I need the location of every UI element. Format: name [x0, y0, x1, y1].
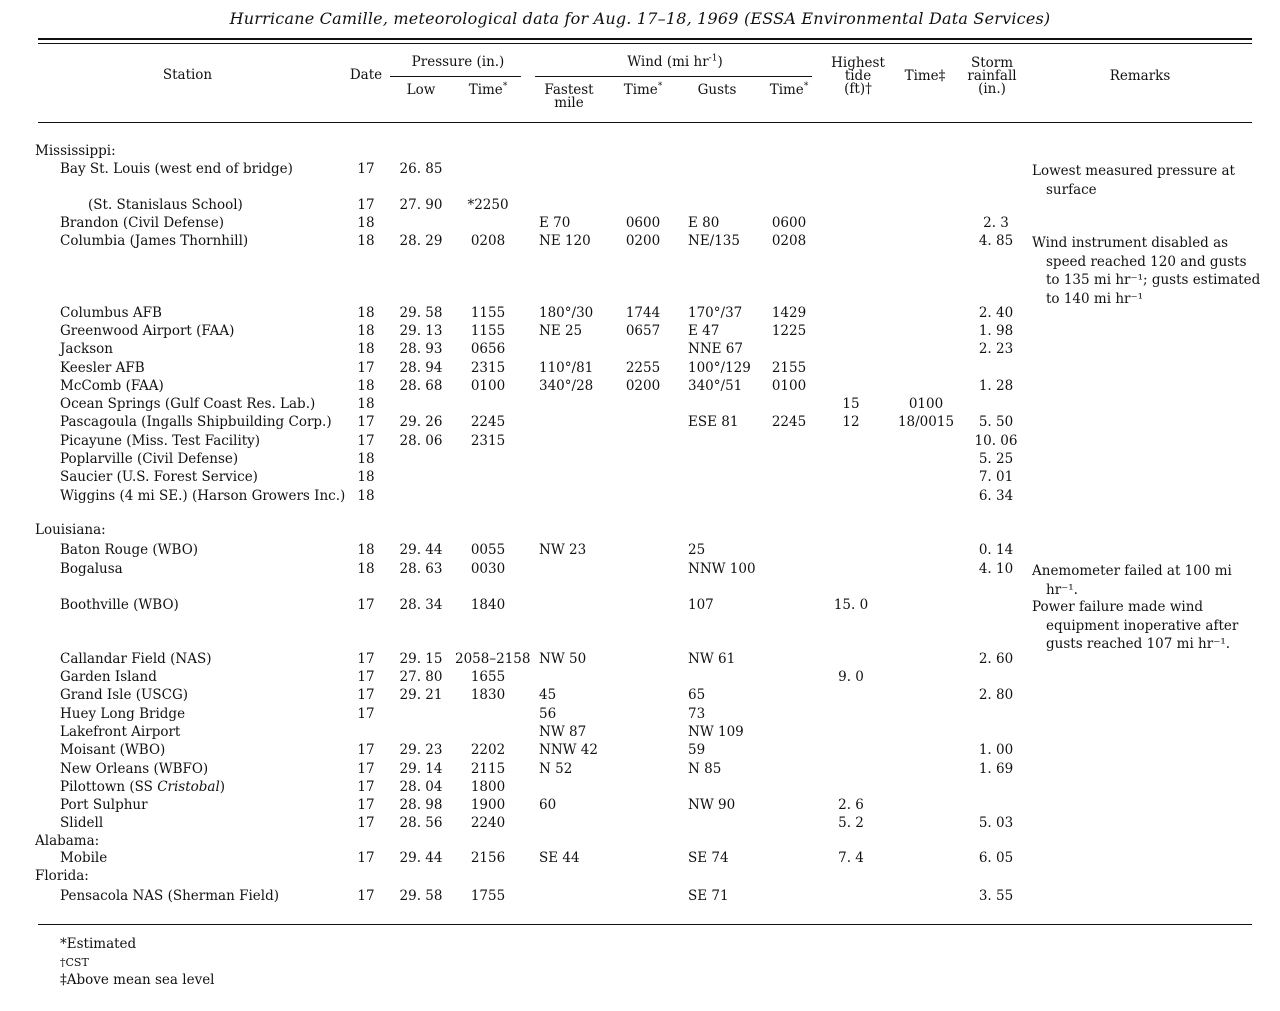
cell-low: 29. 21: [399, 687, 443, 703]
cell-low: 26. 85: [399, 161, 443, 177]
cell-fastest: NW 87: [539, 724, 587, 740]
cell-rain: 6. 05: [978, 850, 1014, 866]
cell-ptime: 1830: [470, 687, 506, 703]
cell-gusts: NE/135: [688, 233, 740, 249]
cell-rain: 2. 60: [978, 651, 1014, 667]
header-wind: Wind (mi $hr^{-1}$): [627, 53, 723, 70]
cell-gusts: SE 71: [688, 888, 729, 904]
cell-fastest: NE 25: [539, 323, 583, 339]
cell-ptime: 0030: [470, 561, 506, 577]
header-bottom-rule: [38, 122, 1252, 123]
cell-date: 18: [357, 561, 375, 577]
cell-remarks: Wind instrument disabled as speed reached 120 and gusts to 135 mi hr⁻¹; gusts estimated to 140 mi hr⁻¹: [1032, 235, 1261, 307]
cell-low: 28. 04: [399, 779, 443, 795]
cell-gusts: 170°/37: [688, 305, 743, 321]
cell-ptime: *2250: [467, 197, 509, 213]
station-name: Columbus AFB: [60, 305, 162, 321]
cell-tide: 12: [842, 414, 860, 430]
header-remarks: Remarks: [1109, 68, 1171, 84]
station-name: Columbia (James Thornhill): [60, 233, 249, 249]
cell-ptime: 1840: [470, 597, 506, 613]
station-name: Wiggins (4 mi SE.) (Harson Growers Inc.): [60, 488, 346, 504]
cell-date: 17: [357, 850, 375, 866]
cell-rain: 5. 50: [978, 414, 1014, 430]
cell-fastest: 110°/81: [539, 360, 594, 376]
cell-ptime: 2315: [470, 360, 506, 376]
wind-underline: [535, 76, 812, 77]
cell-low: 29. 58: [399, 305, 443, 321]
cell-gtime: 2245: [771, 414, 807, 430]
cell-ptime: 0656: [470, 341, 506, 357]
cell-rain: 1. 00: [978, 742, 1014, 758]
cell-date: 18: [357, 233, 375, 249]
cell-fastest: 45: [539, 687, 557, 703]
cell-date: 18: [357, 396, 375, 412]
cell-gusts: N 85: [688, 761, 722, 777]
bottom-rule: [38, 924, 1252, 925]
cell-low: 29. 58: [399, 888, 443, 904]
cell-gusts: 25: [688, 542, 706, 558]
cell-low: 29. 44: [399, 542, 443, 558]
cell-low: 28. 29: [399, 233, 443, 249]
cell-tide: 2. 6: [838, 797, 864, 813]
cell-fastest: 60: [539, 797, 557, 813]
cell-date: 18: [357, 341, 375, 357]
station-name: Grand Isle (USCG): [60, 687, 189, 703]
cell-gtime: 1225: [771, 323, 807, 339]
cell-date: 18: [357, 488, 375, 504]
cell-ptime: 2245: [470, 414, 506, 430]
cell-rain: 5. 03: [978, 815, 1014, 831]
station-name: Pascagoula (Ingalls Shipbuilding Corp.): [60, 414, 332, 430]
station-name: Jackson: [60, 341, 113, 357]
cell-rain: 1. 28: [978, 378, 1014, 394]
station-name: New Orleans (WBFO): [60, 761, 209, 777]
cell-remarks: Lowest measured pressure at surface: [1032, 163, 1235, 198]
cell-ftime: 0600: [625, 215, 661, 231]
cell-gtime: 2155: [771, 360, 807, 376]
cell-gusts: 340°/51: [688, 378, 743, 394]
station-name: (St. Stanislaus School): [88, 197, 243, 213]
cell-date: 18: [357, 305, 375, 321]
cell-date: 17: [357, 706, 375, 722]
cell-ptime: 2240: [470, 815, 506, 831]
cell-ptime: 2058–2158: [455, 651, 531, 667]
station-name: Pensacola NAS (Sherman Field): [60, 888, 279, 904]
state-heading: Mississippi:: [35, 143, 116, 159]
cell-rain: 4. 85: [978, 233, 1014, 249]
cell-rain: 7. 01: [978, 469, 1014, 485]
station-name: Port Sulphur: [60, 797, 148, 813]
header-date: Date: [349, 67, 383, 83]
cell-date: 17: [357, 161, 375, 177]
station-name: Picayune (Miss. Test Facility): [60, 433, 261, 449]
cell-gusts: E 80: [688, 215, 720, 231]
cell-ptime: 2315: [470, 433, 506, 449]
station-name: Greenwood Airport (FAA): [60, 323, 235, 339]
cell-low: 28. 63: [399, 561, 443, 577]
station-name: Moisant (WBO): [60, 742, 166, 758]
cell-date: 17: [357, 687, 375, 703]
header-storm-rainfall: Storm rainfall (in.): [967, 55, 1017, 97]
cell-gusts: NNW 100: [688, 561, 756, 577]
cell-rain: 5. 25: [978, 451, 1014, 467]
cell-low: 28. 68: [399, 378, 443, 394]
header-pressure-time: Time*: [468, 81, 508, 98]
cell-date: 18: [357, 451, 375, 467]
table-title: Hurricane Camille, meteorological data for Aug. 17–18, 1969 (ESSA Environmental Data Services): [229, 9, 1051, 28]
cell-date: 17: [357, 360, 375, 376]
state-heading: Alabama:: [35, 833, 100, 849]
cell-tidetime: 18/0015: [897, 414, 955, 430]
cell-rain: 1. 98: [978, 323, 1014, 339]
cell-ptime: 1155: [470, 305, 506, 321]
cell-date: 17: [357, 197, 375, 213]
header-station: Station: [162, 67, 213, 83]
cell-low: 28. 34: [399, 597, 443, 613]
cell-ftime: 2255: [625, 360, 661, 376]
cell-gusts: SE 74: [688, 850, 729, 866]
cell-ptime: 2202: [470, 742, 506, 758]
station-name: Mobile: [60, 850, 108, 866]
cell-low: 28. 98: [399, 797, 443, 813]
cell-fastest: 180°/30: [539, 305, 594, 321]
top-rule-thin: [38, 43, 1252, 44]
cell-rain: 0. 14: [978, 542, 1014, 558]
cell-low: 29. 13: [399, 323, 443, 339]
cell-fastest: E 70: [539, 215, 571, 231]
cell-date: 18: [357, 323, 375, 339]
cell-date: 17: [357, 888, 375, 904]
station-name: Bay St. Louis (west end of bridge): [60, 161, 293, 177]
cell-date: 18: [357, 469, 375, 485]
cell-fastest: NNW 42: [539, 742, 598, 758]
station-name: Keesler AFB: [60, 360, 145, 376]
cell-gusts: NW 61: [688, 651, 736, 667]
header-gusts: Gusts: [697, 82, 737, 98]
cell-rain: 3. 55: [978, 888, 1014, 904]
cell-date: 18: [357, 215, 375, 231]
cell-date: 17: [357, 797, 375, 813]
top-rule-thick: [38, 38, 1252, 40]
header-fastest-mile: Fastest mile: [544, 82, 594, 111]
cell-low: 28. 93: [399, 341, 443, 357]
station-name: Callandar Field (NAS): [60, 651, 212, 667]
cell-remarks: Anemometer failed at 100 mi hr⁻¹.: [1032, 563, 1232, 598]
cell-fastest: N 52: [539, 761, 573, 777]
cell-ptime: 1800: [470, 779, 506, 795]
cell-low: 28. 06: [399, 433, 443, 449]
cell-ftime: 0657: [625, 323, 661, 339]
station-name: Slidell: [60, 815, 104, 831]
station-name: Baton Rouge (WBO): [60, 542, 199, 558]
header-pressure-low: Low: [406, 82, 436, 98]
cell-gusts: NNE 67: [688, 341, 743, 357]
cell-gusts: NW 109: [688, 724, 744, 740]
cell-ptime: 2115: [470, 761, 506, 777]
cell-date: 17: [357, 669, 375, 685]
cell-date: 17: [357, 779, 375, 795]
cell-date: 18: [357, 542, 375, 558]
cell-gusts: 59: [688, 742, 706, 758]
cell-ptime: 1900: [470, 797, 506, 813]
cell-ftime: 1744: [625, 305, 661, 321]
cell-rain: 1. 69: [978, 761, 1014, 777]
station-name: Garden Island: [60, 669, 157, 685]
footnote-estimated: *Estimated: [60, 936, 137, 952]
cell-rain: 2. 3: [983, 215, 1009, 231]
station-name: McComb (FAA): [60, 378, 164, 394]
station-name: Poplarville (Civil Defense): [60, 451, 239, 467]
cell-tide: 9. 0: [838, 669, 864, 685]
cell-ptime: 1155: [470, 323, 506, 339]
cell-gusts: 73: [688, 706, 706, 722]
cell-tide: 15: [842, 396, 860, 412]
cell-date: 17: [357, 414, 375, 430]
cell-gusts: 65: [688, 687, 706, 703]
station-name: Lakefront Airport: [60, 724, 181, 740]
station-name: Bogalusa: [60, 561, 123, 577]
cell-low: 28. 94: [399, 360, 443, 376]
station-name: Pilottown (SS Cristobal): [60, 779, 226, 795]
cell-gusts: NW 90: [688, 797, 736, 813]
cell-low: 29. 26: [399, 414, 443, 430]
header-highest-tide: Highest tide (ft)†: [831, 55, 885, 97]
cell-rain: 4. 10: [978, 561, 1014, 577]
cell-low: 29. 15: [399, 651, 443, 667]
cell-ptime: 0100: [470, 378, 506, 394]
station-name: Brandon (Civil Defense): [60, 215, 225, 231]
cell-ftime: 0200: [625, 378, 661, 394]
cell-tidetime: 0100: [908, 396, 944, 412]
cell-fastest: NW 50: [539, 651, 587, 667]
cell-low: 27. 80: [399, 669, 443, 685]
station-name: Huey Long Bridge: [60, 706, 186, 722]
cell-gtime: 0208: [771, 233, 807, 249]
footnote-above-msl: ‡Above mean sea level: [60, 972, 215, 988]
cell-tide: 15. 0: [833, 597, 869, 613]
cell-date: 17: [357, 815, 375, 831]
cell-ftime: 0200: [625, 233, 661, 249]
station-name: Ocean Springs (Gulf Coast Res. Lab.): [60, 396, 316, 412]
cell-date: 17: [357, 742, 375, 758]
cell-ptime: 1655: [470, 669, 506, 685]
cell-gtime: 0600: [771, 215, 807, 231]
header-pressure: Pressure (in.): [411, 54, 505, 70]
pressure-underline: [390, 76, 521, 77]
cell-gusts: E 47: [688, 323, 720, 339]
cell-low: 29. 23: [399, 742, 443, 758]
cell-fastest: 340°/28: [539, 378, 594, 394]
cell-gusts: 100°/129: [688, 360, 751, 376]
station-name: Boothville (WBO): [60, 597, 179, 613]
cell-low: 29. 44: [399, 850, 443, 866]
cell-fastest: 56: [539, 706, 557, 722]
cell-date: 17: [357, 597, 375, 613]
state-heading: Louisiana:: [35, 522, 106, 538]
cell-gtime: 0100: [771, 378, 807, 394]
cell-rain: 2. 80: [978, 687, 1014, 703]
cell-date: 17: [357, 761, 375, 777]
cell-gtime: 1429: [771, 305, 807, 321]
cell-ptime: 0208: [470, 233, 506, 249]
cell-low: 28. 56: [399, 815, 443, 831]
header-fastest-time: Time*: [623, 81, 663, 98]
cell-tide: 7. 4: [838, 850, 864, 866]
cell-remarks: Power failure made wind equipment inoperative after gusts reached 107 mi hr⁻¹.: [1032, 599, 1239, 652]
cell-fastest: NE 120: [539, 233, 591, 249]
cell-gusts: ESE 81: [688, 414, 739, 430]
cell-rain: 2. 23: [978, 341, 1014, 357]
cell-low: 27. 90: [399, 197, 443, 213]
cell-date: 18: [357, 378, 375, 394]
cell-fastest: NW 23: [539, 542, 587, 558]
cell-rain: 10. 06: [974, 433, 1018, 449]
cell-ptime: 2156: [470, 850, 506, 866]
state-heading: Florida:: [35, 868, 89, 884]
cell-gusts: 107: [688, 597, 714, 613]
cell-low: 29. 14: [399, 761, 443, 777]
cell-fastest: SE 44: [539, 850, 580, 866]
station-name: Saucier (U.S. Forest Service): [60, 469, 258, 485]
header-tide-time: Time‡: [904, 68, 946, 84]
cell-ptime: 0055: [470, 542, 506, 558]
cell-date: 17: [357, 433, 375, 449]
cell-ptime: 1755: [470, 888, 506, 904]
cell-tide: 5. 2: [838, 815, 864, 831]
footnote-cst: †CST: [60, 956, 89, 969]
cell-date: 17: [357, 651, 375, 667]
header-gusts-time: Time*: [769, 81, 809, 98]
cell-rain: 6. 34: [978, 488, 1014, 504]
cell-rain: 2. 40: [978, 305, 1014, 321]
